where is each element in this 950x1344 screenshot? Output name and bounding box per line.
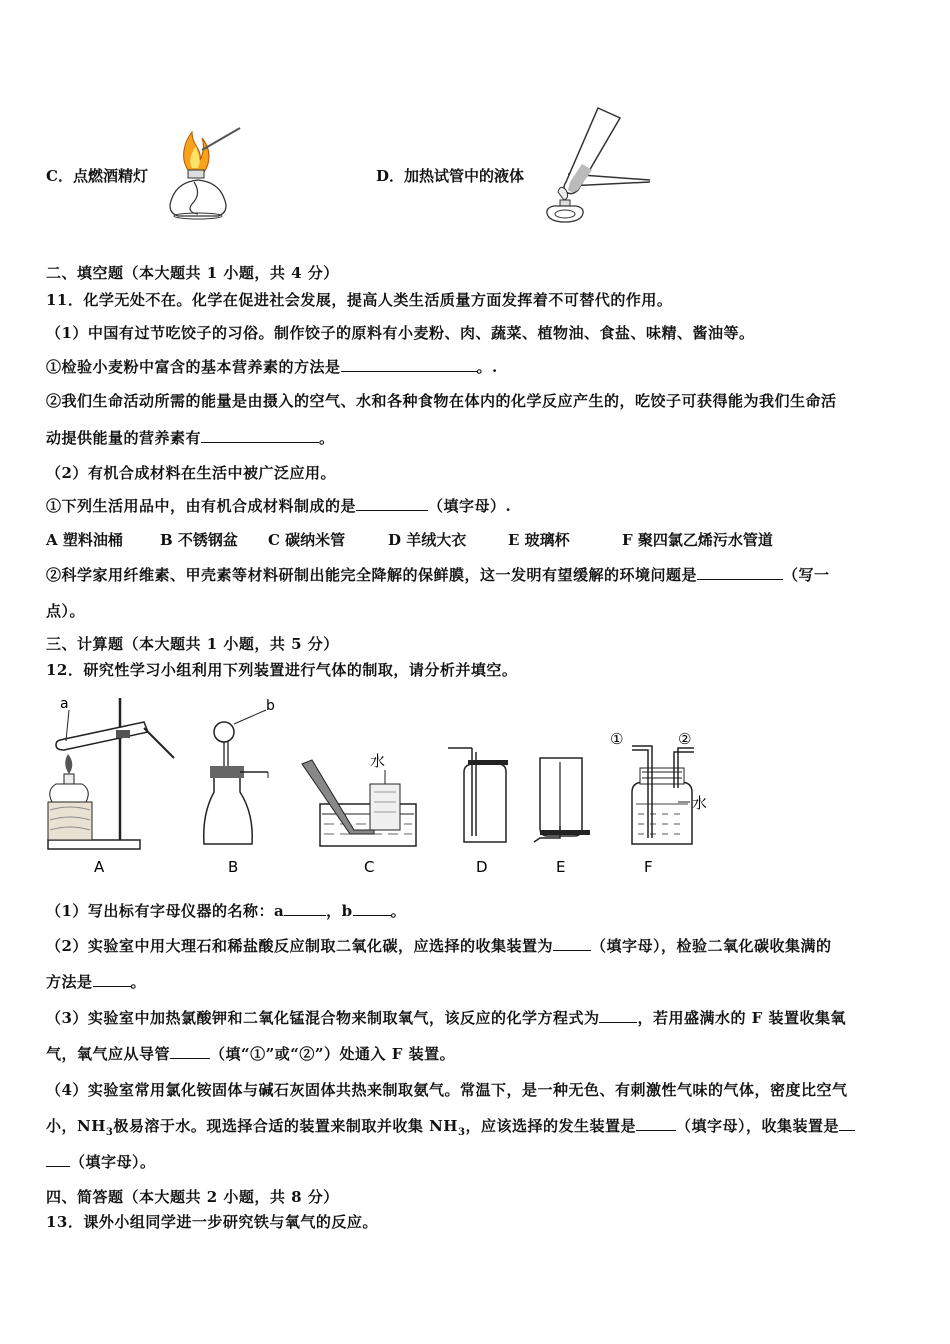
q11-part-1: （1）中国有过节吃饺子的习俗。制作饺子的原料有小麦粉、肉、蔬菜、植物油、食盐、味精、酱油等。 <box>46 324 755 342</box>
answer-blank[interactable] <box>636 1116 676 1131</box>
answer-blank[interactable] <box>170 1044 210 1059</box>
question-12: 12．研究性学习小组利用下列装置进行气体的制取，请分析并填空。 <box>46 661 518 679</box>
apparatus-e <box>534 758 590 842</box>
q12-4-line3-end: （填字母）。 <box>70 1153 156 1171</box>
apparatus-f <box>610 730 707 844</box>
q11-part-2b-line1 <box>46 564 830 585</box>
label-mark-b: b <box>266 698 275 714</box>
choice-a: A 塑料油桶 <box>46 531 123 549</box>
answer-blank[interactable] <box>93 972 131 987</box>
q12-part-1 <box>46 900 406 921</box>
section-3-heading: 三、计算题（本大题共 1 小题，共 5 分） <box>46 635 339 653</box>
q11-2b-text: ②科学家用纤维素、甲壳素等材料研制出能完全降解的保鲜膜，这一发明有望缓解的环境问题是 <box>46 566 698 584</box>
answer-blank[interactable] <box>201 428 319 443</box>
answer-blank[interactable] <box>46 1152 70 1167</box>
answer-blank[interactable] <box>599 1008 637 1023</box>
choice-c: C 碳纳米管 <box>268 531 346 549</box>
label-mark-a: a <box>60 696 69 712</box>
q12-part-3-line2 <box>46 1043 455 1064</box>
apparatus-a <box>48 696 174 849</box>
answer-blank[interactable] <box>341 357 477 372</box>
q11-part-2a <box>46 495 511 516</box>
alcohol-lamp-lighting-figure <box>158 120 248 220</box>
q12-part-4-line1: （4）实验室常用氯化铵固体与碱石灰固体共热来制取氨气。常温下，是一种无色、有刺激性气味的气体，密度比空气 <box>46 1081 848 1099</box>
label-water-f: 水 <box>692 794 708 812</box>
apparatus-d <box>448 748 508 842</box>
choice-e: E 玻璃杯 <box>508 531 570 549</box>
answer-blank[interactable] <box>839 1116 855 1131</box>
q11-2a-end: （填字母）. <box>428 497 512 515</box>
subscript-3: 3 <box>105 1127 114 1138</box>
port-2: ② <box>678 730 692 748</box>
q11-part-1b-line2 <box>46 427 335 448</box>
q11-part-1b-line1: ②我们生命活动所需的能量是由摄入的空气、水和各种食物在体内的化学反应产生的，吃饺子可获得能为我们生命活 <box>46 392 837 410</box>
q11-part-2b-line2: 点）。 <box>46 602 86 620</box>
q12-4-text-b: 极易溶于水。现选择合适的装置来制取并收集 NH <box>113 1117 458 1135</box>
label-A: A <box>94 858 105 876</box>
apparatus-c <box>302 752 416 846</box>
apparatus-b <box>204 698 275 844</box>
choice-b: B 不锈钢盆 <box>160 531 238 549</box>
q12-4-text-c: ，应该选择的发生装置是 <box>465 1117 636 1135</box>
q12-part-4-line3 <box>46 1151 156 1172</box>
q11-2b-end: （写一 <box>783 566 830 584</box>
q12-part-2-line2 <box>46 971 146 992</box>
q11-part-1a <box>46 356 498 377</box>
question-11: 11．化学无处不在。化学在促进社会发展，提高人类生活质量方面发挥着不可替代的作用。 <box>46 291 673 309</box>
q12-3-line2-text: 气，氧气应从导管 <box>46 1045 171 1063</box>
answer-blank[interactable] <box>697 565 783 580</box>
q12-3-end: ，若用盛满水的 F 装置收集氧 <box>637 1009 847 1027</box>
q12-part-2-line1 <box>46 935 831 956</box>
section-4-heading: 四、简答题（本大题共 2 小题，共 8 分） <box>46 1188 339 1206</box>
q12-1-text: （1）写出标有字母仪器的名称：a <box>46 902 285 920</box>
q11-part-2: （2）有机合成材料在生活中被广泛应用。 <box>46 464 336 482</box>
q11-1a-end: 。. <box>476 358 498 376</box>
q11-2a-text: ①下列生活用品中，由有机合成材料制成的是 <box>46 497 357 515</box>
section-2-heading: 二、填空题（本大题共 1 小题，共 4 分） <box>46 264 339 282</box>
label-F: F <box>644 858 653 876</box>
q12-part-3-line1 <box>46 1007 846 1028</box>
heating-test-tube-figure <box>540 104 660 224</box>
q12-2-text: （2）实验室中用大理石和稀盐酸反应制取二氧化碳，应选择的收集装置为 <box>46 937 553 955</box>
q12-1-end: 。 <box>390 902 407 920</box>
q11-1b-end: 。 <box>319 429 335 447</box>
q11-1a-text: ①检验小麦粉中富含的基本营养素的方法是 <box>46 358 341 376</box>
q12-2-line2-end: 。 <box>130 973 147 991</box>
label-D: D <box>476 858 488 876</box>
q12-part-4-line2 <box>46 1115 855 1138</box>
q12-1-mid: ，b <box>326 902 353 920</box>
option-c-label: C．点燃酒精灯 <box>46 167 148 185</box>
choice-d: D 羊绒大衣 <box>388 531 467 549</box>
answer-blank-a[interactable] <box>284 901 326 916</box>
q12-3-line2-end: （填“①”或“②”）处通入 F 装置。 <box>210 1045 456 1063</box>
question-13: 13．课外小组同学进一步研究铁与氧气的反应。 <box>46 1213 378 1231</box>
q12-2-line2-text: 方法是 <box>46 973 93 991</box>
label-E: E <box>556 858 566 876</box>
q11-1b-text: 动提供能量的营养素有 <box>46 429 202 447</box>
label-C: C <box>364 858 375 876</box>
answer-blank[interactable] <box>356 496 428 511</box>
subscript-3: 3 <box>457 1127 466 1138</box>
port-1: ① <box>610 730 624 748</box>
label-B: B <box>228 858 239 876</box>
q12-2-end: （填字母），检验二氧化碳收集满的 <box>590 937 832 955</box>
option-d-label: D．加热试管中的液体 <box>376 167 525 185</box>
label-water-c: 水 <box>370 752 386 770</box>
choice-f: F 聚四氯乙烯污水管道 <box>622 531 773 549</box>
answer-blank[interactable] <box>553 936 591 951</box>
answer-blank-b[interactable] <box>353 901 391 916</box>
apparatus-figure <box>44 692 724 882</box>
q12-4-text-a: 小，NH <box>46 1117 106 1135</box>
q12-4-text-d: （填字母），收集装置是 <box>675 1117 839 1135</box>
q12-3-text: （3）实验室中加热氯酸钾和二氧化锰混合物来制取氧气，该反应的化学方程式为 <box>46 1009 600 1027</box>
